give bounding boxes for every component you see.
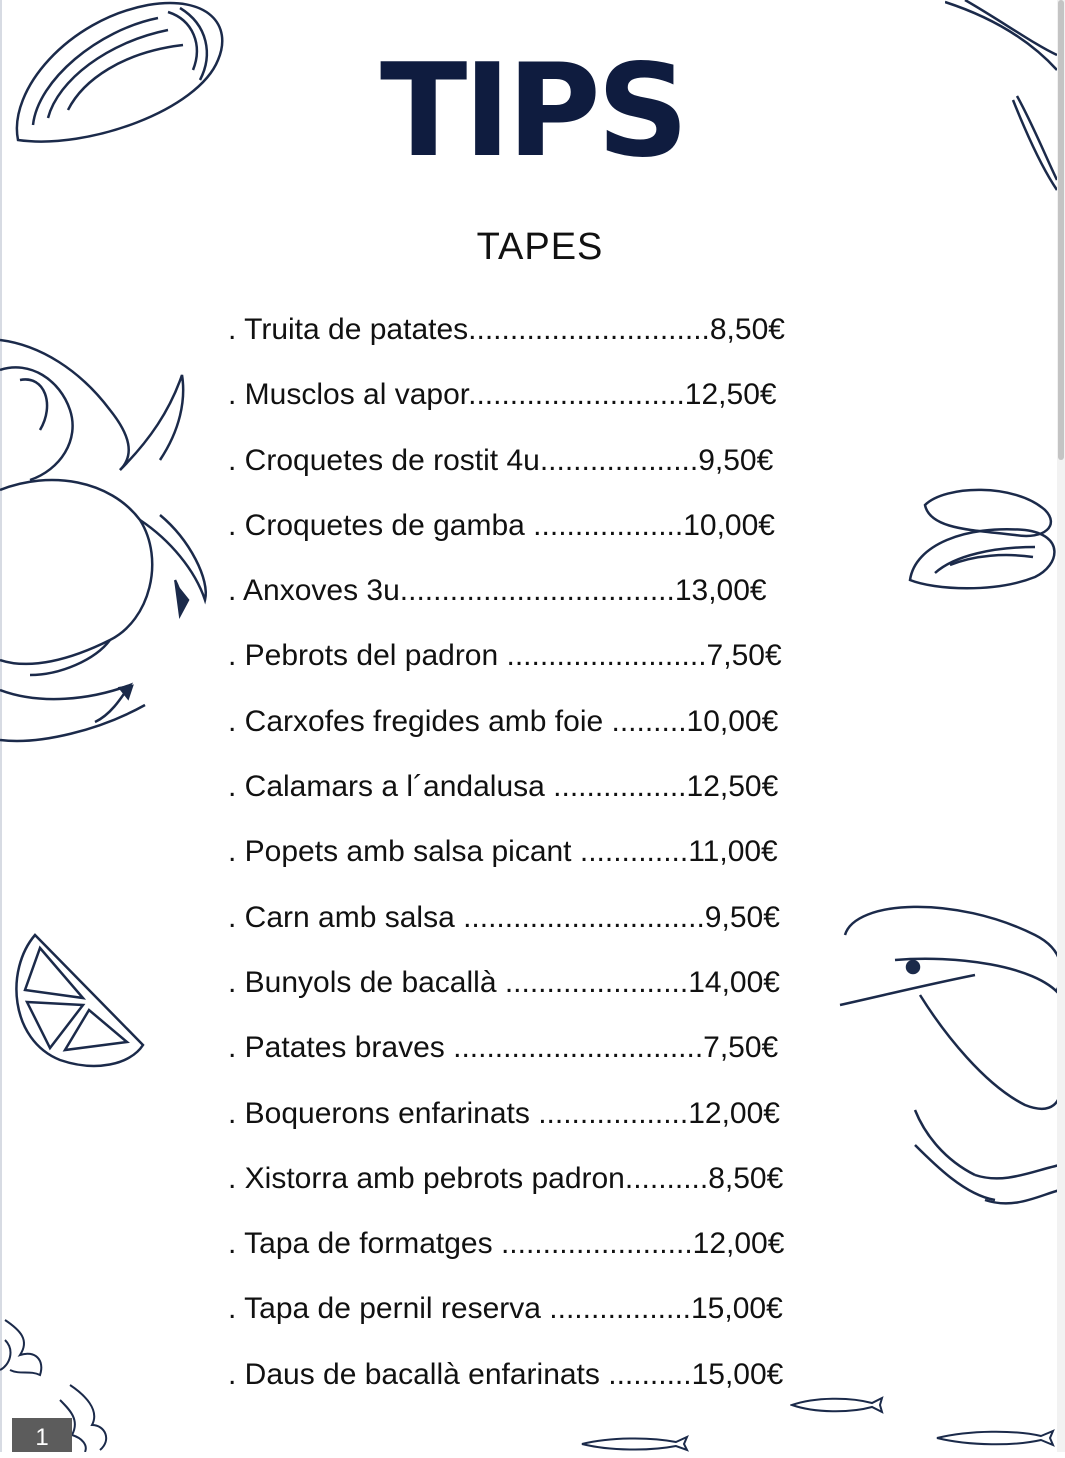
menu-item: . Croquetes de rostit 4u...................9,50€ bbox=[228, 443, 774, 477]
menu-item: . Truita de patates.............................8,50€ bbox=[228, 313, 785, 346]
menu-item: . Bunyols de bacallà ......................14,00€ bbox=[228, 965, 780, 999]
section-title: TAPES bbox=[476, 226, 604, 268]
crab-illustration bbox=[0, 330, 220, 760]
tapes-menu-list bbox=[228, 308, 848, 1418]
scrollbar[interactable] bbox=[1057, 0, 1065, 1452]
restaurant-logo: TIPS bbox=[380, 37, 685, 186]
fish-illustration bbox=[580, 1435, 690, 1452]
page-number-badge: 1 bbox=[12, 1418, 72, 1452]
menu-item: . Tapa de pernil reserva .................15,00€ bbox=[228, 1292, 783, 1326]
menu-item: . Tapa de formatges .......................12,00€ bbox=[228, 1227, 785, 1261]
scrollbar-thumb[interactable] bbox=[1058, 0, 1064, 460]
menu-item: . Carn amb salsa .............................9,50€ bbox=[228, 900, 780, 934]
menu-item: . Patates braves ..............................7,50€ bbox=[228, 1031, 779, 1065]
menu-item: . Popets amb salsa picant .............11,00€ bbox=[228, 835, 778, 869]
fish-illustration bbox=[935, 1428, 1057, 1448]
menu-item: . Xistorra amb pebrots padron..........8,50€ bbox=[228, 1161, 784, 1195]
menu-item: . Croquetes de gamba ..................10,00€ bbox=[228, 508, 775, 542]
shrimp-illustration bbox=[835, 895, 1065, 1235]
menu-item: . Anxoves 3u.................................13,00€ bbox=[228, 574, 767, 608]
menu-item: . Pebrots del padron ........................7,50€ bbox=[228, 639, 782, 673]
menu-item: . Carxofes fregides amb foie .........10,00€ bbox=[228, 704, 779, 738]
lemon-slice-illustration bbox=[5, 930, 150, 1075]
menu-item: . Daus de bacallà enfarinats ..........15,00€ bbox=[228, 1357, 784, 1391]
menu-item: . Boquerons enfarinats ..................12,00€ bbox=[228, 1096, 780, 1130]
menu-item: . Musclos al vapor..........................12,50€ bbox=[228, 378, 777, 412]
mussel-illustration bbox=[905, 485, 1060, 595]
menu-item: . Calamars a l´andalusa ................12,50€ bbox=[228, 770, 779, 804]
